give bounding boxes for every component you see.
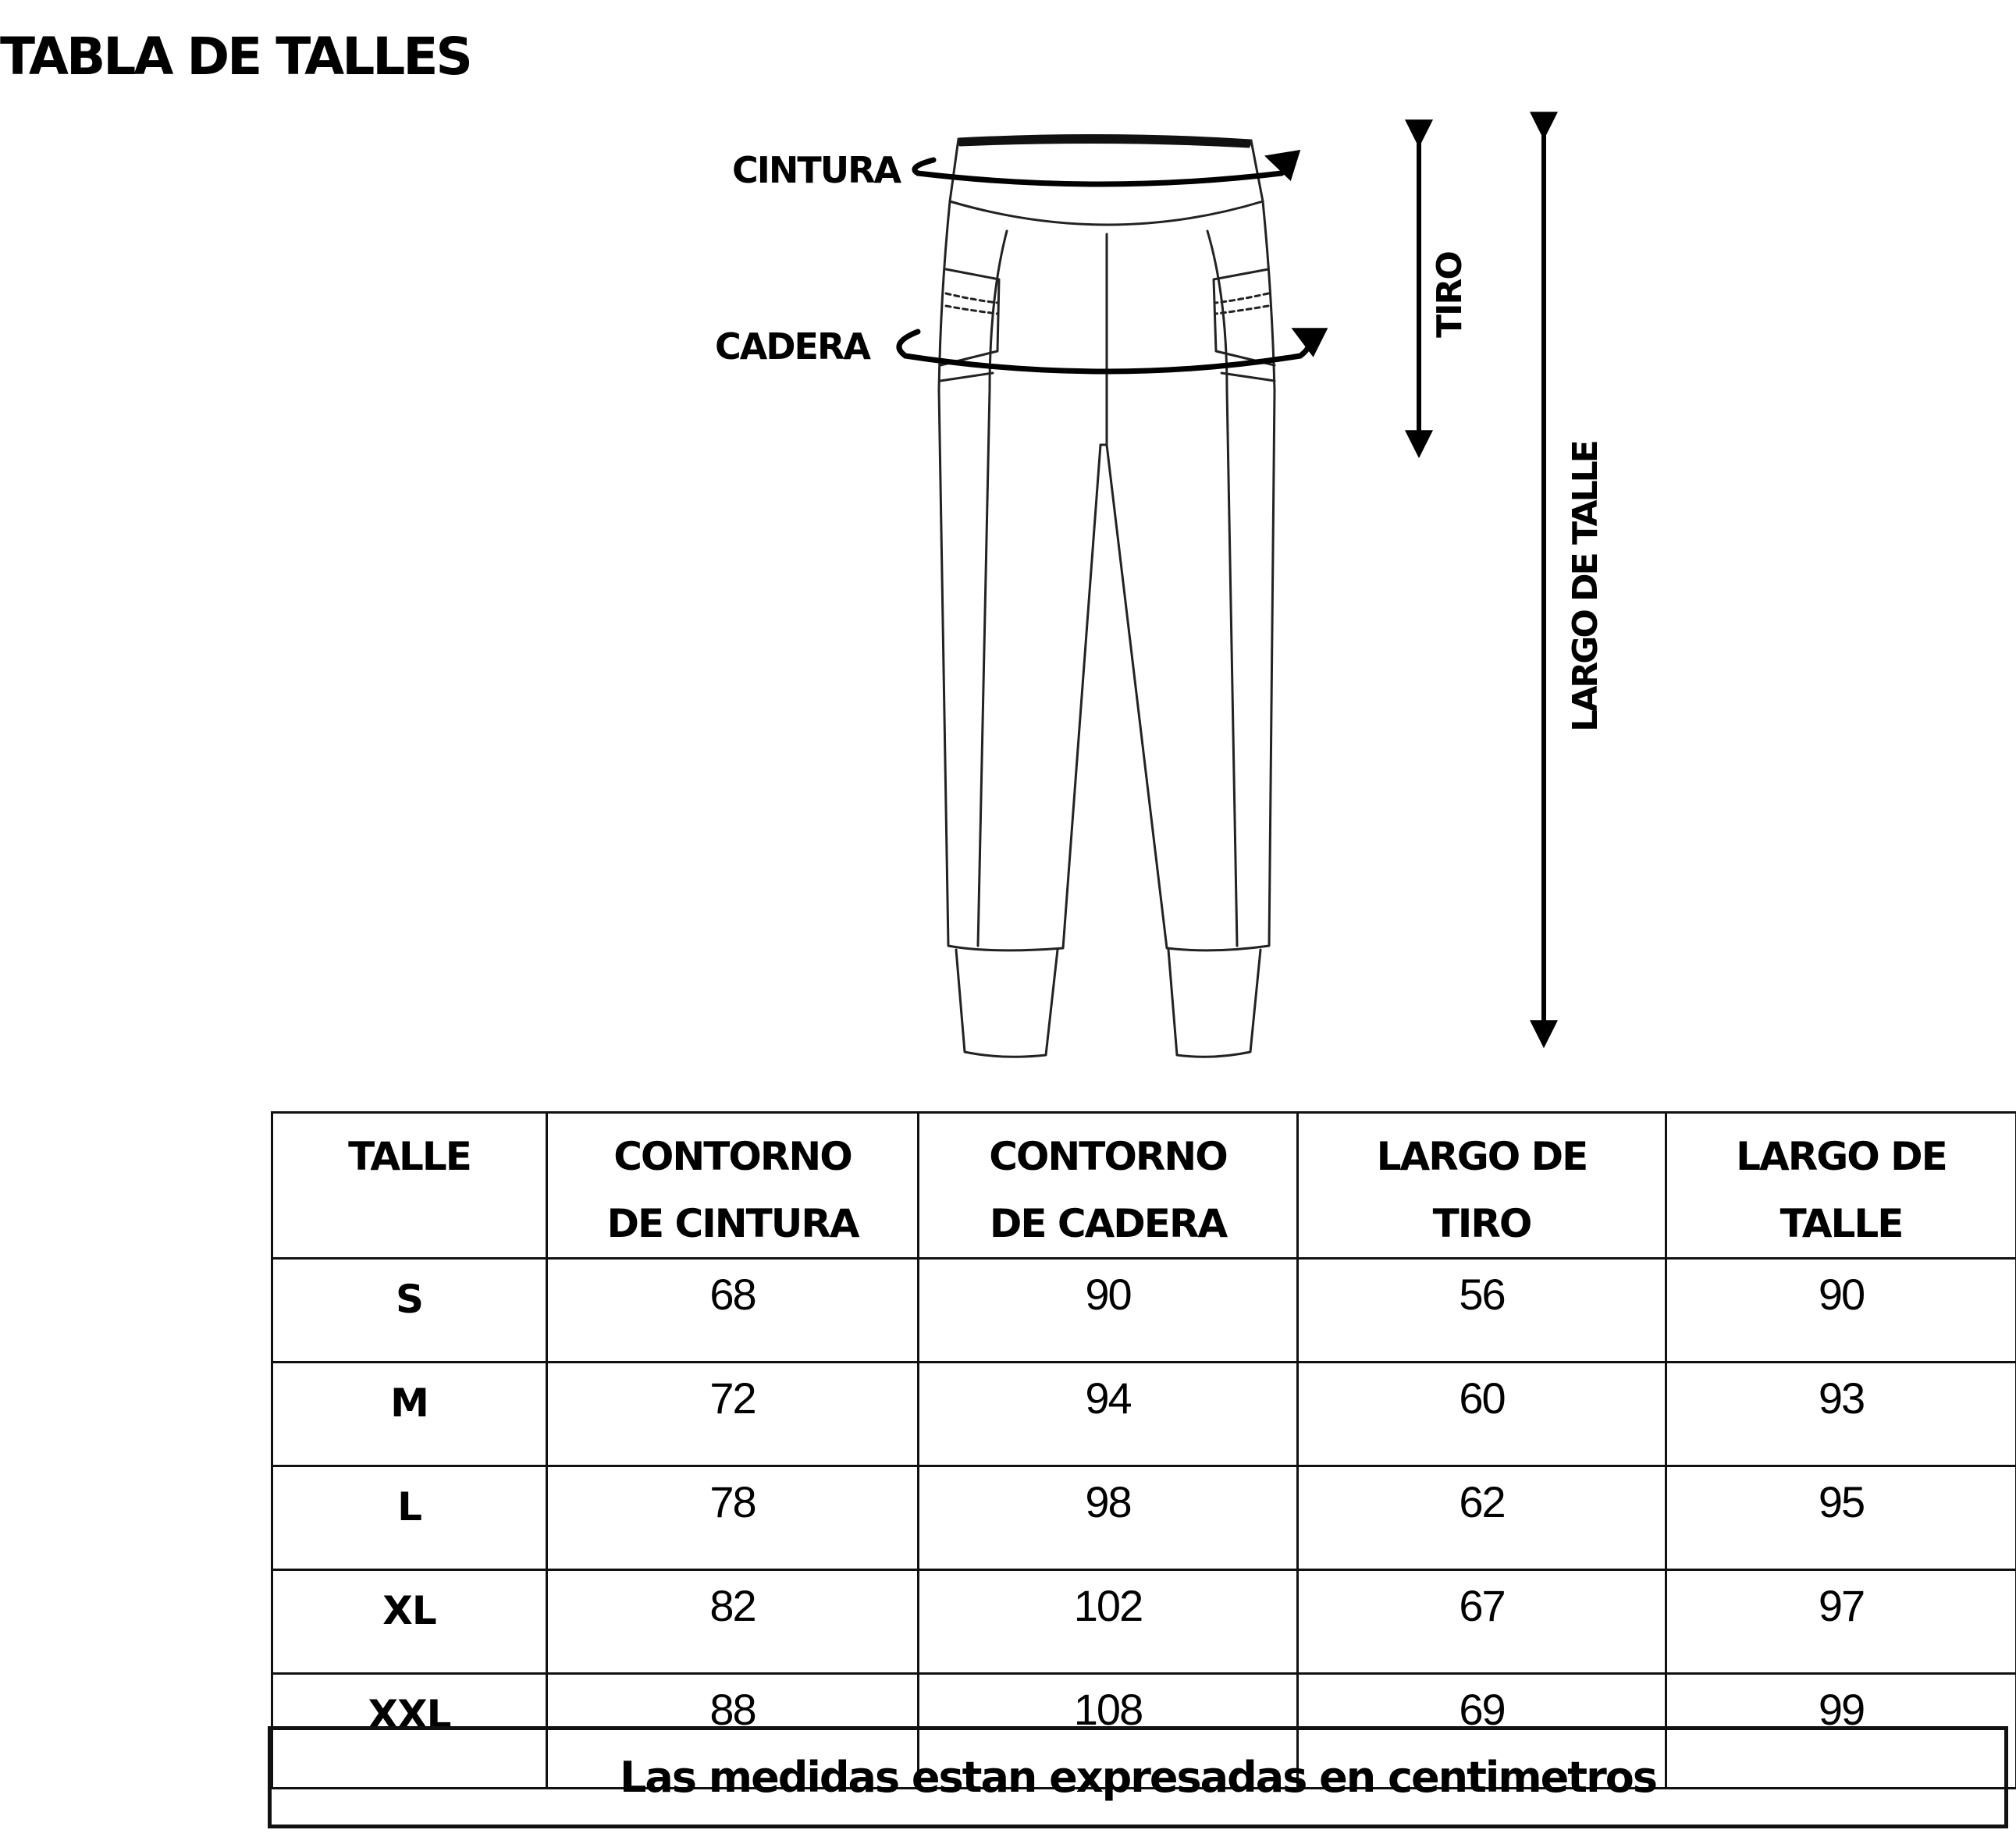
header-rise	[1298, 1113, 1666, 1259]
rise-cell: 69	[1298, 1674, 1666, 1789]
header-line: TALLE	[348, 1134, 471, 1179]
size-cell: XL	[272, 1570, 547, 1674]
waist-cell: 72	[547, 1363, 919, 1466]
table-row	[272, 1363, 2016, 1466]
header-line: CONTORNO	[613, 1134, 852, 1179]
table-row	[272, 1259, 2016, 1363]
rise-cell: 62	[1298, 1466, 1666, 1570]
waist-measure-loop	[915, 158, 1287, 184]
waist-cell: 68	[547, 1259, 919, 1363]
header-line: DE CADERA	[989, 1201, 1227, 1246]
table-header-row	[272, 1113, 2016, 1259]
waist-cell: 78	[547, 1466, 919, 1570]
waist-cell: 88	[547, 1674, 919, 1789]
hip-cell: 98	[919, 1466, 1298, 1570]
size-cell: L	[272, 1466, 547, 1570]
length-cell: 97	[1666, 1570, 2016, 1674]
length-cell: 93	[1666, 1363, 2016, 1466]
size-cell: S	[272, 1259, 547, 1363]
header-line: LARGO DE	[1736, 1134, 1947, 1179]
hip-cell: 102	[919, 1570, 1298, 1674]
rise-cell: 60	[1298, 1363, 1666, 1466]
size-table	[271, 1111, 2016, 1789]
units-note: Las medidas estan expresadas en centimetros	[620, 1753, 1656, 1802]
table-row	[272, 1466, 2016, 1570]
header-line: CONTORNO	[989, 1134, 1227, 1179]
header-waist	[547, 1113, 919, 1259]
header-line: LARGO DE	[1376, 1134, 1588, 1179]
units-note-box	[268, 1726, 2008, 1828]
waist-label: CINTURA	[732, 149, 901, 191]
header-line: TALLE	[1780, 1201, 1903, 1246]
size-cell: M	[272, 1363, 547, 1466]
hip-cell: 90	[919, 1259, 1298, 1363]
rise-cell: 56	[1298, 1259, 1666, 1363]
size-cell: XXL	[272, 1674, 547, 1789]
length-cell: 90	[1666, 1259, 2016, 1363]
header-length	[1666, 1113, 2016, 1259]
hip-cell: 108	[919, 1674, 1298, 1789]
length-cell: 95	[1666, 1466, 2016, 1570]
length-cell: 99	[1666, 1674, 2016, 1789]
hip-cell: 94	[919, 1363, 1298, 1466]
table-row	[272, 1570, 2016, 1674]
rise-cell: 67	[1298, 1570, 1666, 1674]
rise-label: TIRO	[1430, 252, 1470, 338]
header-hip	[919, 1113, 1298, 1259]
header-line: TIRO	[1432, 1201, 1531, 1246]
hip-measure-loop	[899, 331, 1309, 371]
header-size	[272, 1113, 547, 1259]
pants-illustration	[939, 135, 1275, 1057]
header-line: DE CINTURA	[606, 1201, 859, 1246]
waist-cell: 82	[547, 1570, 919, 1674]
page-title: TABLA DE TALLES	[0, 27, 471, 87]
length-label: LARGO DE TALLE	[1566, 442, 1605, 732]
hip-label: CADERA	[715, 325, 869, 368]
